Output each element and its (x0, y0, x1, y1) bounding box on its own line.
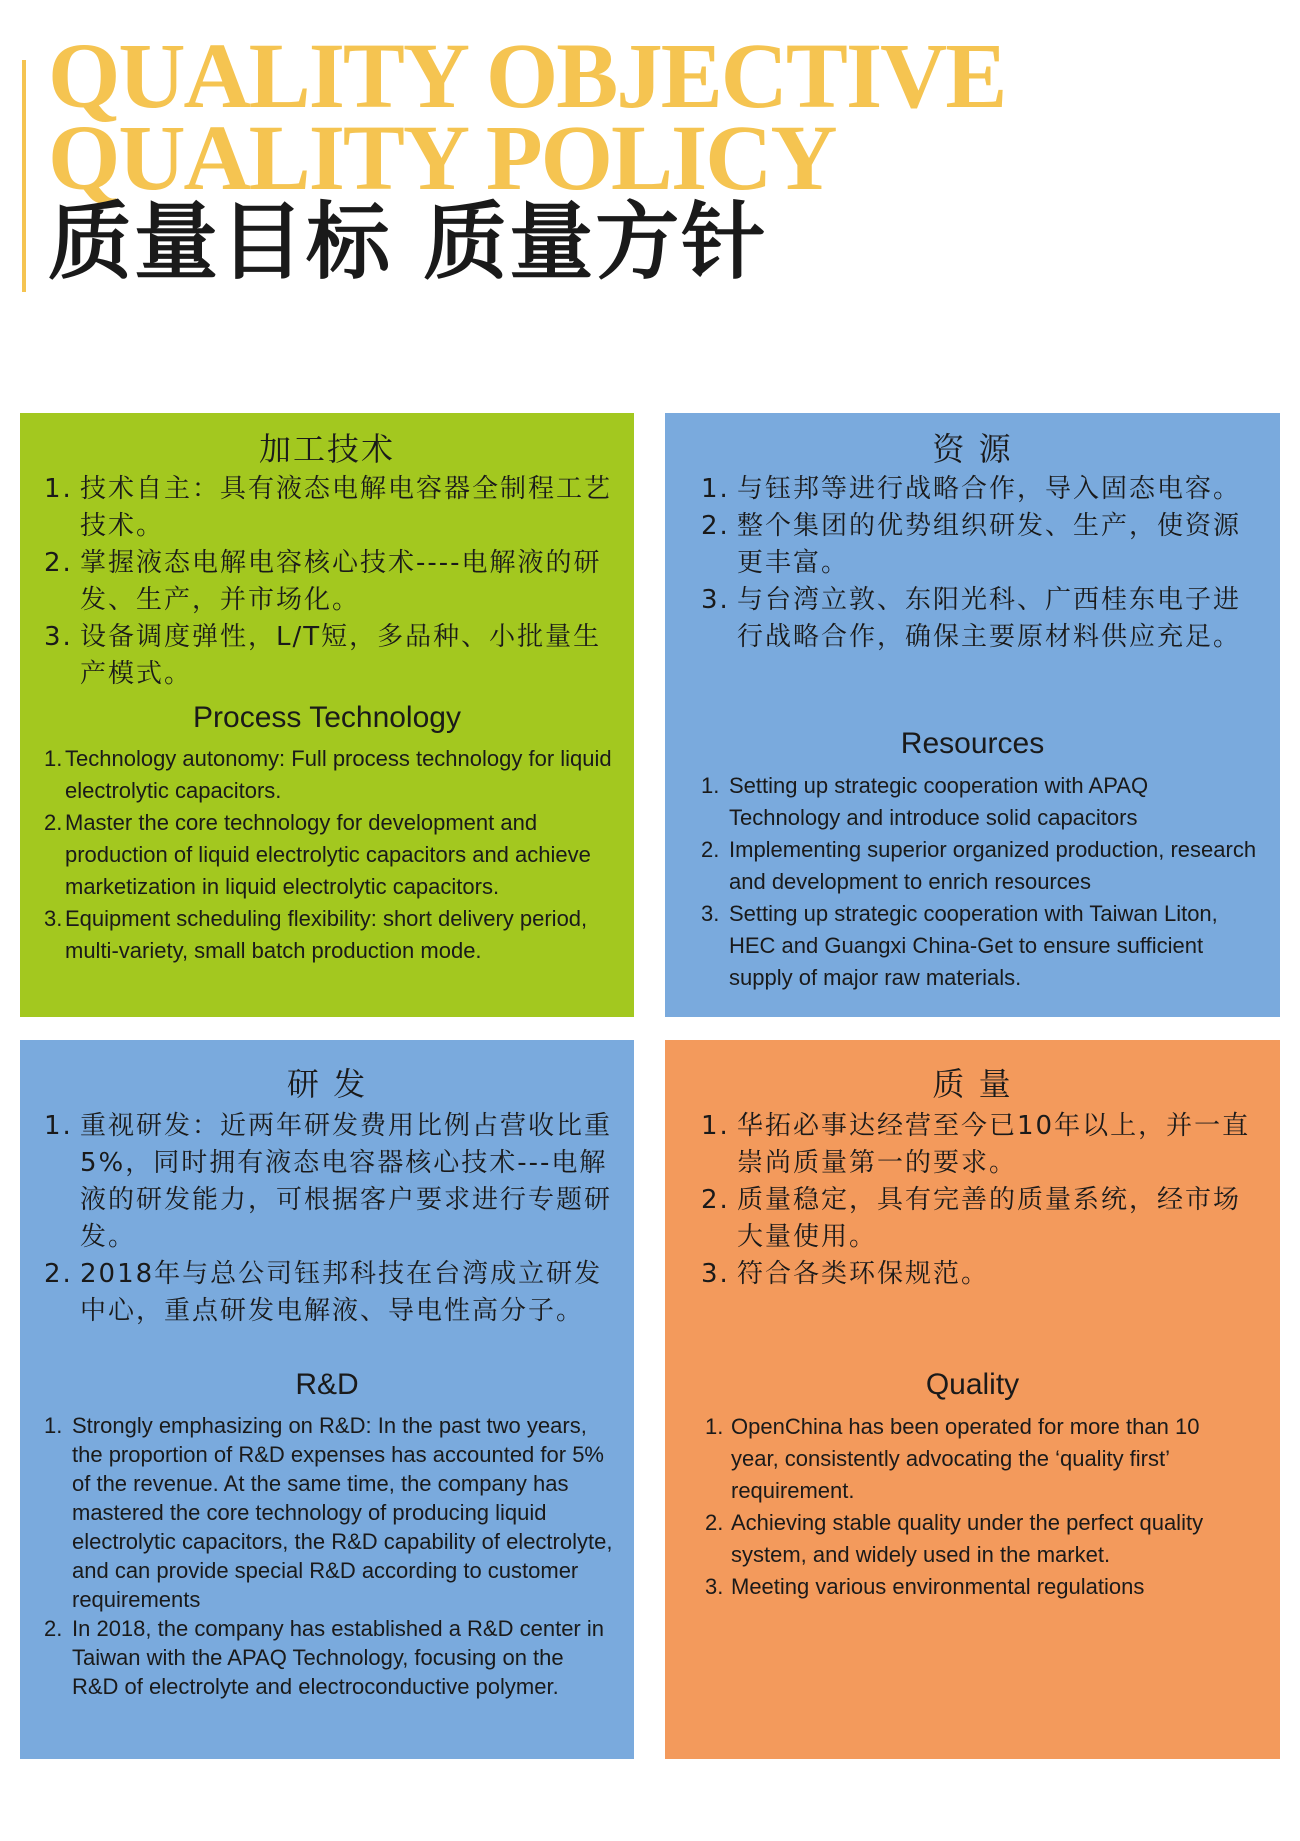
list-item: 1. Technology autonomy: Full process technology for liquid electrolytic capacitors. (44, 746, 612, 803)
list-item: 2. 整个集团的优势组织研发、生产，使资源更丰富。 (701, 511, 1242, 578)
panel-rnd (20, 1040, 634, 1759)
list-item: 3. 设备调度弹性，L/T短，多品种、小批量生产模式。 (44, 622, 602, 689)
panel-title-en: Resources (900, 727, 1045, 760)
panel-quality (665, 1040, 1280, 1759)
list-en (44, 1411, 614, 1701)
list-zh (44, 471, 614, 693)
list-item: 1. 技术自主：具有液态电解电容器全制程工艺技术。 (44, 474, 613, 541)
title-quality-objective: QUALITY OBJECTIVE (48, 25, 1006, 128)
list-item: 3. 符合各类环保规范。 (701, 1259, 990, 1289)
list-en (705, 1411, 1235, 1603)
list-item: 2. Implementing superior organized production, research and development to enrich resources (701, 837, 1257, 894)
panel-title-en: R&D (295, 1368, 359, 1401)
panel-title-zh: 加工技术 (258, 430, 395, 468)
panel-title-zh: 研 发 (286, 1065, 368, 1103)
list-item: 2. 掌握液态电解电容核心技术----电解液的研发、生产，并市场化。 (44, 548, 602, 615)
list-item: 1. 与钰邦等进行战略合作，导入固态电容。 (701, 474, 1242, 504)
list-item: 1. 重视研发：近两年研发费用比例占营收比重5%，同时拥有液态电容器核心技术---电解液的研发能力，可根据客户要求进行专题研发。 (44, 1111, 613, 1252)
list-en (44, 743, 624, 967)
list-zh (44, 1108, 614, 1330)
list-item: 3. Setting up strategic cooperation with Taiwan Liton, HEC and Guangxi China-Get to ensure sufficient supply of major raw materials. (701, 901, 1218, 990)
list-item: 2. 2018年与总公司钰邦科技在台湾成立研发中心，重点研发电解液、导电性高分子。 (44, 1259, 603, 1326)
list-item: 2. Achieving stable quality under the perfect quality system, and widely used in the market. (705, 1510, 1204, 1567)
panel-title-zh: 资 源 (932, 430, 1013, 468)
list-zh (701, 1108, 1266, 1293)
title-quality-policy: QUALITY POLICY (48, 107, 836, 210)
panel-resources (665, 413, 1280, 1017)
header-accent-bar (22, 60, 26, 292)
list-item: 3. 与台湾立敦、东阳光科、广西桂东电子进行战略合作，确保主要原材料供应充足。 (701, 585, 1242, 652)
list-en (701, 770, 1261, 994)
list-item: 2. 质量稳定，具有完善的质量系统，经市场大量使用。 (701, 1185, 1242, 1252)
panel-title-en: Process Technology (193, 701, 461, 734)
list-item: 3. Meeting various environmental regulations (705, 1574, 1145, 1599)
list-item: 1. OpenChina has been operated for more than 10 year, consistently advocating the ‘quality first’ requirement. (705, 1414, 1200, 1503)
title-chinese: 质量目标 质量方针 (48, 193, 768, 291)
list-item: 1. Strongly emphasizing on R&D: In the past two years, the proportion of R&D expenses has accounted for 5% of the revenue. At the same time, the company has mastered the core technology of producing liquid electrolytic capacitors, the R&D capability of electrolyte, and can provide special R&D according to customer requirements (44, 1413, 613, 1612)
list-item: 2. In 2018, the company has established a R&D center in Taiwan with the APAQ Technology, focusing on the R&D of electrolyte and electroconductive polymer. (44, 1616, 604, 1699)
panel-process-technology (20, 413, 634, 1017)
panel-title-zh: 质 量 (932, 1065, 1013, 1103)
list-item: 2. Master the core technology for development and production of liquid electrolytic capacitors and achieve marketization in liquid electrolytic capacitors. (44, 810, 591, 899)
list-zh (701, 471, 1261, 656)
list-item: 1. Setting up strategic cooperation with APAQ Technology and introduce solid capacitors (701, 773, 1149, 830)
panel-title-en: Quality (925, 1368, 1020, 1401)
list-item: 3. Equipment scheduling flexibility: short delivery period, multi-variety, small batch production mode. (44, 906, 588, 963)
list-item: 1. 华拓必事达经营至今已10年以上，并一直崇尚质量第一的要求。 (701, 1111, 1251, 1178)
